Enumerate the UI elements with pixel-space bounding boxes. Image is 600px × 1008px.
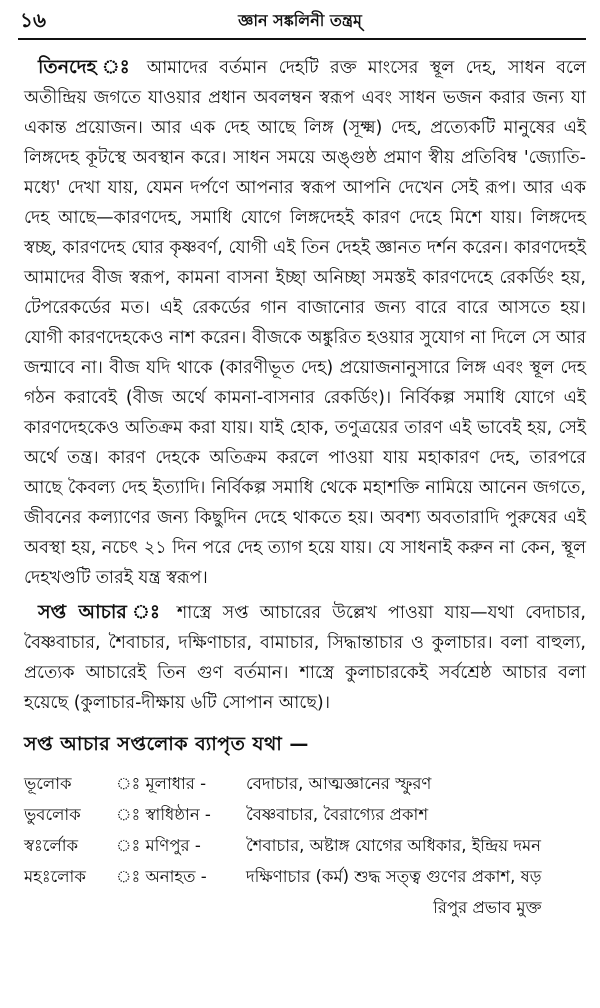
paragraph-seven-achar [24,597,586,718]
table-row [24,892,542,923]
paragraph-text: আমাদের বর্তমান দেহটি রক্ত মাংসের স্থূল দেহ, সাধন বলে অতীন্দ্রিয় জগতে যাওয়ার প্রধান অবলম্বন স্বরূপ এবং সাধন ভজন করার জন্য যা একান্ত প্রয়োজন। আর এক দেহ আছে লিঙ্গ (সূক্ষ্ম) দেহ, প্রত্যেকটি মানুষের এই লিঙ্গদেহ কূটস্থে অবস্থান করে। সাধন সময়ে অঙ্গুষ্ঠ প্রমাণ স্বীয় প্রতিবিম্ব 'জ্যোতি-মধ্যে' দেখা যায়, যেমন দর্পণে আপনার স্বরূপ আপনি দেখেন সেই রূপ। আর এক দেহ আছে—কারণদেহ, সমাধি যোগে লিঙ্গদেহই কারণ দেহে মিশে যায়। লিঙ্গদেহ স্বচ্ছ, কারণদেহ ঘোর কৃষ্ণবর্ণ, যোগী এই তিন দেহই জ্ঞানত দর্শন করেন। কারণদেহই আমাদের বীজ স্বরূপ, কামনা বাসনা ইচ্ছা অনিচ্ছা সমস্তই কারণদেহে রেকর্ডিং হয়, টেপরেকর্ডের মত। এই রেকর্ডের গান বাজানোর জন্য বারে বারে আসতে হয়। যোগী কারণদেহকেও নাশ করেন। বীজকে অঙ্কুরিত হওয়ার সুযোগ না দিলে সে আর জন্মাবে না। বীজ যদি থাকে (কারণীভূত দেহ) প্রয়োজনানুসারে লিঙ্গ এবং স্থূল দেহ গঠন করাবেই (বীজ অর্থে কামনা-বাসনার রেকর্ডিং)। নির্বিকল্প সমাধি যোগে এই কারণদেহকেও অতিক্রম করা যায়। যাই হোক, তণুত্রয়ের তারণ এই ভাবেই হয়, সেই অর্থে তন্ত্র। কারণ দেহকে অতিক্রম করলে পাওয়া যায় মহাকারণ দেহ, তারপরে আছে কৈবল্য দেহ ইত্যাদি। নির্বিকল্প সমাধি থেকে মহাশক্তি নামিয়ে আনেন জগতে, জীবনের কল্যাণের জন্য কিছুদিন দেহে থাকতে হয়। অবশ্য অবতারাদি পুরুষের এই অবস্থা হয়, নচেৎ ২১ দিন পরে দেহ ত্যাগ হয়ে যায়। যে সাধনাই করুন না কেন, স্থূল দেহখণ্ডটি তারই যন্ত্র স্বরূপ। [24,58,587,588]
chakra-name: ঃ মূলাধার - [116,774,207,793]
chakra-name: ঃ অনাহত - [116,867,207,886]
chakra-name: ঃ মণিপুর - [116,836,201,855]
page-body [24,52,586,923]
loka-name: ভূলোক [24,774,72,793]
table-row [24,830,542,861]
loka-table [24,768,542,923]
loka-name: ভুবলোক [24,805,81,824]
table-row [24,768,542,799]
paragraph-three-bodies [24,52,586,593]
header-rule [18,38,586,40]
running-title: জ্ঞান সঙ্কলিনী তন্ত্রম্ [238,11,362,30]
loka-name: মহঃলোক [24,867,86,886]
page-header [0,0,600,38]
table-row [24,799,542,830]
table-row [24,861,542,892]
paragraph-lead: সপ্ত আচার ঃ [38,601,166,623]
achar-description: শৈবাচার, অষ্টাঙ্গ যোগের অধিকার, ইন্দ্রিয় দমন [246,836,542,855]
paragraph-text: শাস্ত্রে সপ্ত আচারের উল্লেখ পাওয়া যায়—যথা বেদাচার, বৈষ্ণবাচার, শৈবাচার, দক্ষিণাচার, বামাচার, সিদ্ধান্তাচার ও কুলাচার। বলা বাহুল্য, প্রত্যেক আচারেই তিন গুণ বর্তমান। শাস্ত্রে কুলাচারকেই সর্বশ্রেষ্ঠ আচার বলা হয়েছে (কুলাচার-দীক্ষায় ৬টি সোপান আছে)। [24,603,586,713]
paragraph-lead: তিনদেহ ঃ [38,56,136,78]
page-number: ১৬ [20,8,46,32]
section-heading: সপ্ত আচার সপ্তলোক ব্যাপৃত যথা — [24,733,309,755]
achar-description: বৈষ্ণবাচার, বৈরাগ্যের প্রকাশ [246,805,429,824]
achar-description: দক্ষিণাচার (কর্ম) শুদ্ধ সত্ত্ব গুণের প্রকাশ, ষড় [246,867,542,886]
chakra-name: ঃ স্বাধিষ্ঠান - [116,805,211,824]
loka-name: স্বঃর্লোক [24,836,79,855]
row-continuation: রিপুর প্রভাব মুক্ত [433,898,542,917]
achar-description: বেদাচার, আত্মজ্ঞানের স্ফুরণ [246,774,432,793]
